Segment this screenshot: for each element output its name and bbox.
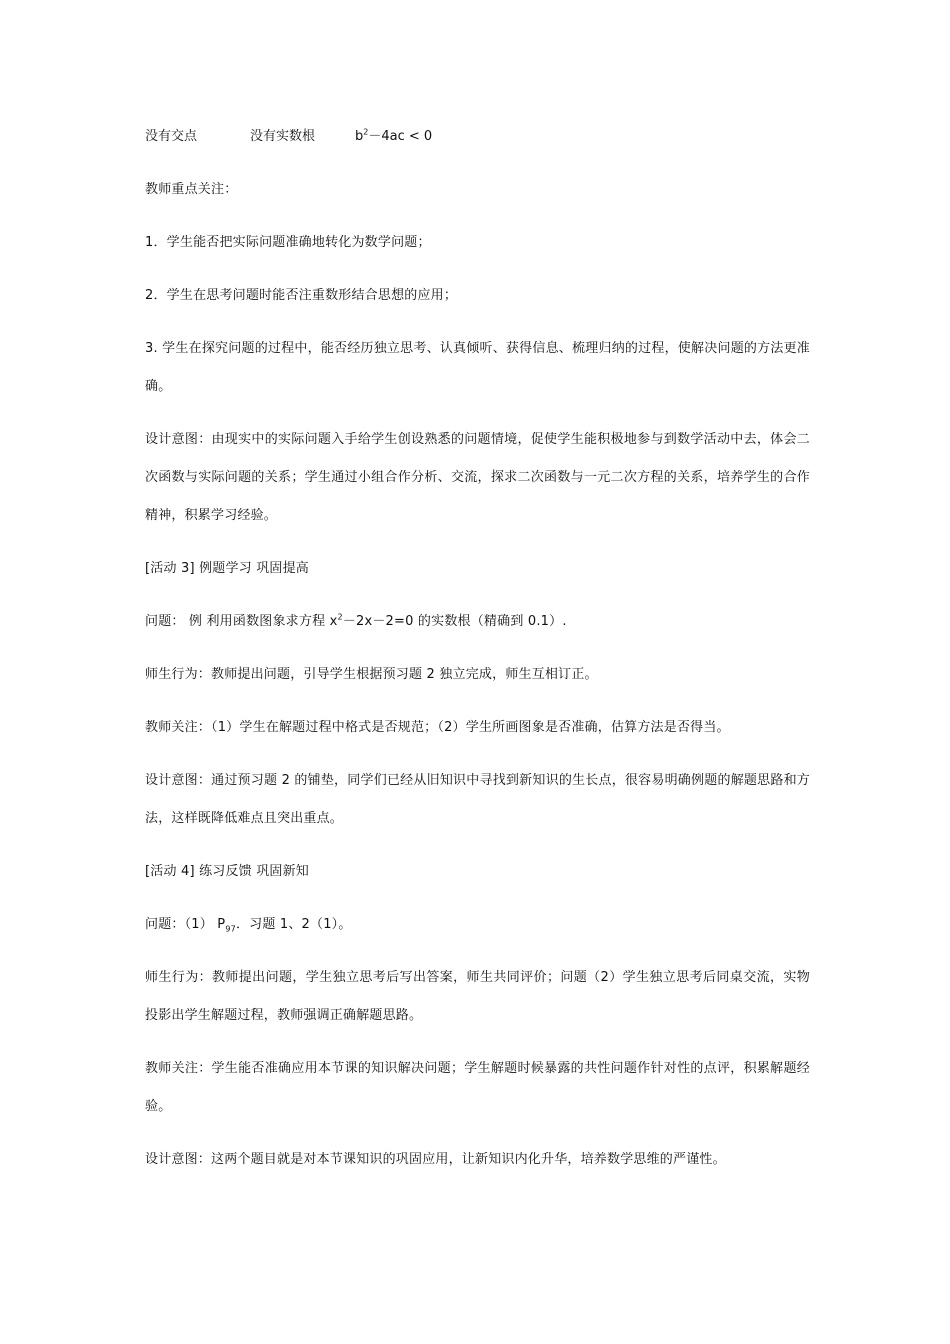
- activity-3-behavior: 师生行为：教师提出问题，引导学生根据预习题 2 独立完成，师生互相订正。: [145, 667, 598, 682]
- activity-3-question-exponent: 2: [337, 612, 343, 622]
- discriminant-exponent: 2: [363, 127, 369, 137]
- focus-item-1: 1．学生能否把实际问题准确地转化为数学问题；: [145, 235, 431, 250]
- discriminant-cell: [355, 118, 432, 156]
- activity-4-title: [活动 4] 练习反馈 巩固新知: [145, 864, 310, 879]
- activity-3-question-text: 问题： 例 利用函数图象求方程 x: [145, 614, 338, 629]
- intersection-cell: 没有交点: [145, 129, 198, 144]
- discriminant-b: b: [355, 129, 364, 144]
- activity-3-design: 设计意图：通过预习题 2 的铺垫，同学们已经从旧知识中寻找到新知识的生长点，很容易明确例题的解题思路和方法，这样既降低难点且突出重点。: [145, 773, 810, 826]
- activity-4-page-number: 97: [225, 924, 236, 934]
- table-row: [145, 118, 810, 156]
- activity-4-question: [145, 906, 810, 944]
- activity-4-question-text: 问题：（1） P: [145, 917, 226, 932]
- activity-4-design: 设计意图：这两个题目就是对本节课知识的巩固应用，让新知识内化升华，培养数学思维的严谨性。: [145, 1152, 726, 1167]
- activity-3-title: [活动 3] 例题学习 巩固提高: [145, 561, 310, 576]
- focus-item-3: 3. 学生在探究问题的过程中，能否经历独立思考、认真倾听、获得信息、梳理归纳的过程，使解决问题的方法更准确。: [145, 341, 810, 394]
- activity-3-focus: 教师关注：（1）学生在解题过程中格式是否规范；（2）学生所画图象是否准确，估算方法是否得当。: [145, 720, 730, 735]
- activity-3-question: [145, 603, 810, 641]
- teacher-focus-heading: 教师重点关注：: [145, 182, 238, 197]
- activity-4-behavior: 师生行为：教师提出问题，学生独立思考后写出答案，师生共同评价；问题（2）学生独立思考后同桌交流，实物投影出学生解题过程，教师强调正确解题思路。: [145, 970, 810, 1023]
- activity-4-focus: 教师关注：学生能否准确应用本节课的知识解决问题；学生解题时候暴露的共性问题作针对性的点评，积累解题经验。: [145, 1061, 810, 1114]
- design-intent-paragraph: 设计意图：由现实中的实际问题入手给学生创设熟悉的问题情境，促使学生能积极地参与到数学活动中去，体会二次函数与实际问题的关系；学生通过小组合作分析、交流，探求二次函数与一元二次方程的关系，培养学生的合作精神，积累学习经验。: [145, 432, 810, 523]
- document-body: [145, 118, 810, 1194]
- activity-4-question-rest: ．习题 1、2（1）。: [235, 917, 352, 932]
- roots-cell: 没有实数根: [250, 129, 316, 144]
- discriminant-rest: －4ac < 0: [368, 129, 433, 144]
- activity-3-question-equation: －2x－2=0 的实数根（精确到 0.1）.: [342, 614, 567, 629]
- focus-item-2: 2．学生在思考问题时能否注重数形结合思想的应用；: [145, 288, 458, 303]
